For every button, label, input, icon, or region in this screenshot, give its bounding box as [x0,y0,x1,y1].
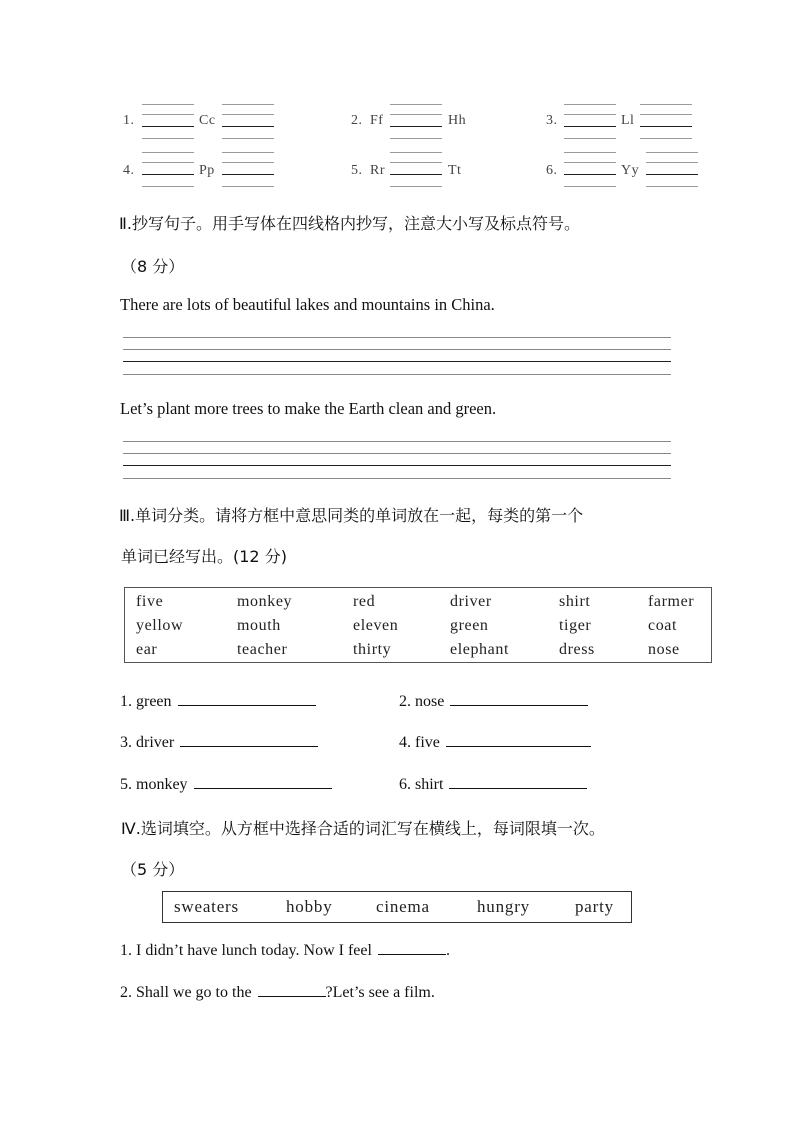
word-bank-word: five [136,593,164,610]
classify-item-6: 6. shirt [399,774,587,794]
word-bank-word: eleven [353,617,399,634]
word-bank-word: farmer [648,593,695,610]
classify-item-3: 3. driver [120,732,318,752]
answer-blank[interactable] [446,732,591,747]
four-line-grid[interactable] [646,152,698,234]
section-4-heading: Ⅳ.选词填空。从方框中选择合适的词汇写在横线上，每词限填一次。 [121,819,605,838]
answer-blank[interactable] [449,774,587,789]
answer-blank[interactable] [194,774,332,789]
copy-sentence-2: Let’s plant more trees to make the Earth clean and green. [120,399,497,418]
item-number: 6. [546,163,558,178]
word-bank-word: mouth [237,617,281,634]
answer-blank[interactable] [180,732,318,747]
item-number: 2. [351,113,363,128]
answer-blank[interactable] [178,691,316,706]
given-letters: Ff [370,113,384,128]
answer-blank[interactable] [258,982,326,997]
classify-item-1: 1. green [120,691,316,711]
item-number: 4. [123,163,135,178]
word-bank-word: green [450,617,489,634]
copy-sentence-1: There are lots of beautiful lakes and mountains in China. [120,295,495,314]
section-2-score: （8 分） [121,257,185,276]
word-bank-word: coat [648,617,678,634]
choice-word-box [162,891,632,923]
choice-word: cinema [376,897,430,916]
choice-word: sweaters [174,897,239,916]
given-letters: Rr [370,163,385,178]
given-letters: Cc [199,113,216,128]
given-letters: Ll [621,113,635,128]
choice-word: party [575,897,614,916]
word-bank-word: ear [136,641,158,658]
given-letters: Pp [199,163,215,178]
word-bank-box [124,587,712,663]
choice-word: hungry [477,897,530,916]
word-bank-word: driver [450,593,492,610]
given-letters: Tt [448,163,462,178]
given-letters: Hh [448,113,467,128]
section-3-heading-cont: 单词已经写出。(12 分) [121,547,287,566]
item-number: 5. [351,163,363,178]
copy-writing-lines-1[interactable] [123,337,671,375]
word-bank-word: yellow [136,617,184,634]
item-number: 1. [123,113,135,128]
choice-word: hobby [286,897,333,916]
section-3-heading: Ⅲ.单词分类。请将方框中意思同类的单词放在一起，每类的第一个 [119,506,584,525]
word-bank-word: shirt [559,593,591,610]
word-bank-word: elephant [450,641,509,658]
word-bank-word: red [353,593,376,610]
word-bank-word: teacher [237,641,288,658]
classify-item-5: 5. monkey [120,774,332,794]
word-bank-word: thirty [353,641,392,658]
word-bank-word: tiger [559,617,592,634]
classify-item-2: 2. nose [399,691,588,711]
fill-question-1: 1. I didn’t have lunch today. Now I feel . [120,942,450,959]
answer-blank[interactable] [378,940,446,955]
copy-writing-lines-2[interactable] [123,441,671,479]
word-bank-word: nose [648,641,680,658]
item-number: 3. [546,113,558,128]
classify-item-4: 4. five [399,732,591,752]
section-4-score: （5 分） [121,860,185,879]
word-bank-word: dress [559,641,595,658]
answer-blank[interactable] [450,691,588,706]
given-letters: Yy [621,163,640,178]
word-bank-word: monkey [237,593,293,610]
section-2-heading: Ⅱ.抄写句子。用手写体在四线格内抄写，注意大小写及标点符号。 [119,214,580,233]
fill-question-2: 2. Shall we go to the ?Let’s see a film. [120,984,435,1001]
